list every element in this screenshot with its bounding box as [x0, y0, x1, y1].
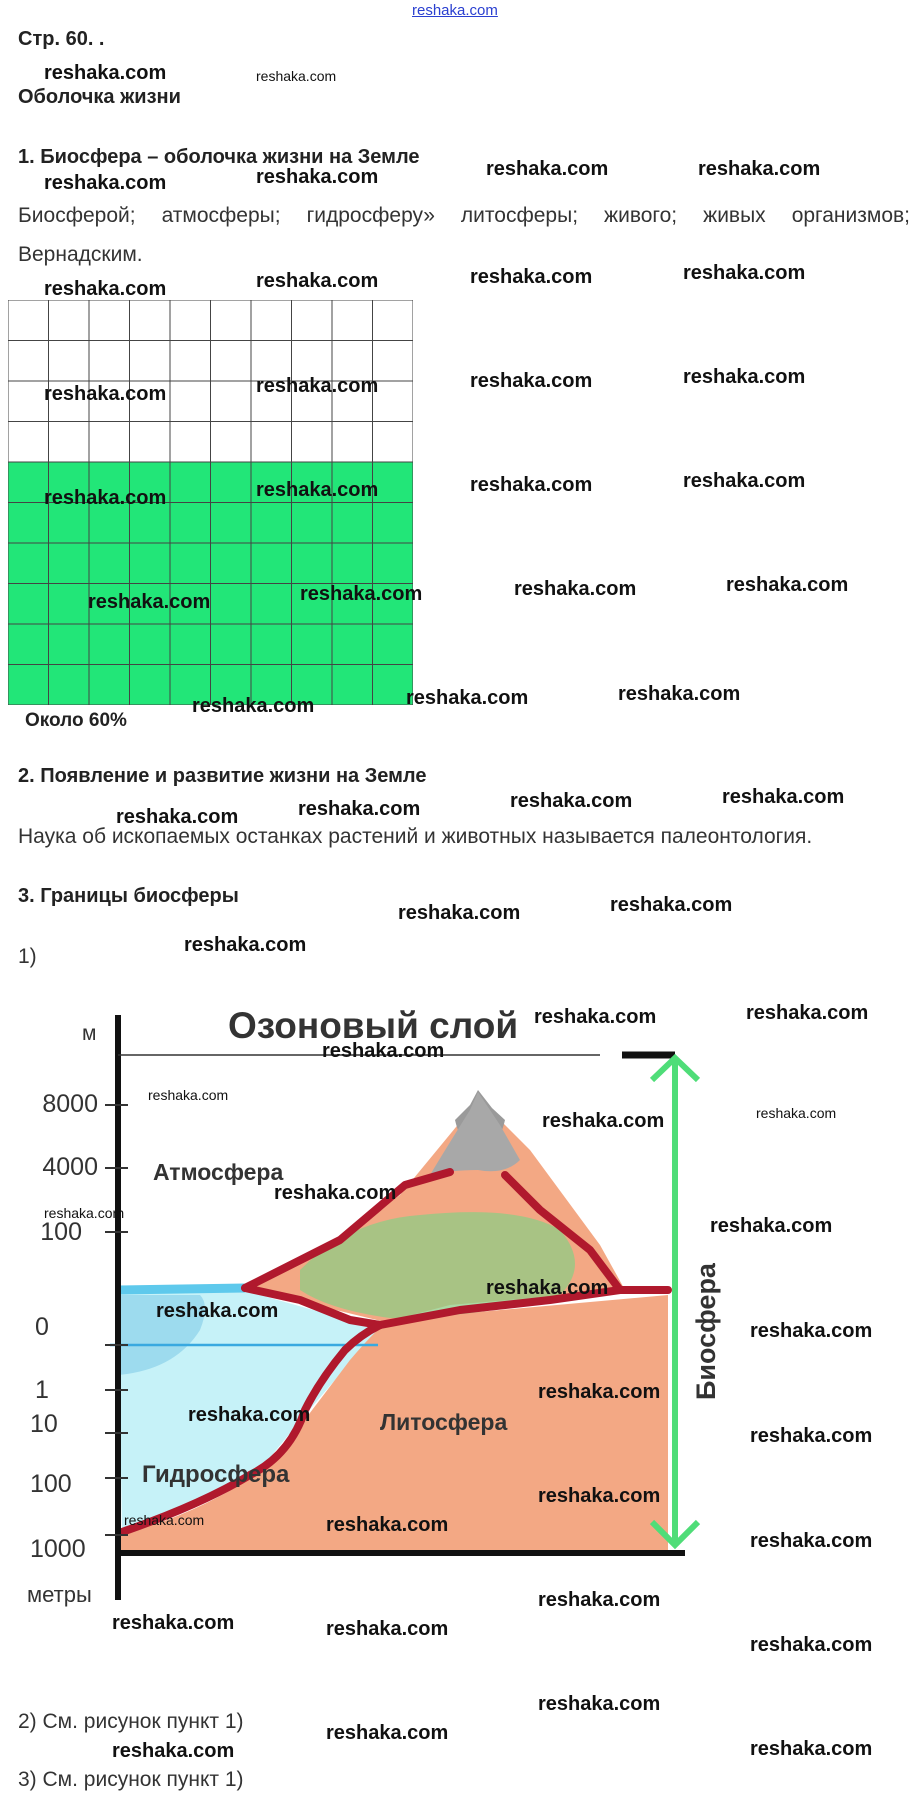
- grid-cell-filled: [332, 543, 373, 584]
- watermark-text: reshaka.com: [44, 1205, 125, 1221]
- grid-cell-filled: [130, 624, 171, 665]
- watermark-text: reshaka.com: [510, 790, 633, 812]
- watermark-text: reshaka.com: [534, 1006, 657, 1028]
- altitude-label-8000: 8000: [42, 1090, 98, 1118]
- grid-cell-filled: [170, 503, 211, 544]
- unit-top-label: м: [82, 1022, 97, 1045]
- grid-cell-empty: [373, 422, 414, 463]
- watermark-text: reshaka.com: [184, 934, 307, 956]
- watermark-text: reshaka.com: [192, 695, 315, 717]
- grid-cell-empty: [292, 422, 333, 463]
- grid-cell-filled: [8, 624, 49, 665]
- watermark-text: reshaka.com: [188, 1404, 311, 1426]
- grid-cell-empty: [49, 341, 90, 382]
- depth-label-10: 10: [30, 1410, 58, 1438]
- watermark-text: reshaka.com: [116, 806, 239, 828]
- watermark-text: reshaka.com: [470, 370, 593, 392]
- grid-cell-filled: [8, 665, 49, 706]
- grid-cell-filled: [292, 624, 333, 665]
- grid-cell-empty: [130, 341, 171, 382]
- grid-cell-empty: [332, 300, 373, 341]
- grid-cell-filled: [292, 503, 333, 544]
- page-subtitle: Оболочка жизни: [18, 86, 181, 108]
- grid-cell-filled: [89, 665, 130, 706]
- depth-label-1000: 1000: [30, 1535, 86, 1563]
- watermark-text: reshaka.com: [746, 1002, 869, 1024]
- watermark-text: reshaka.com: [274, 1182, 397, 1204]
- watermark-text: reshaka.com: [326, 1514, 449, 1536]
- grid-cell-filled: [211, 462, 252, 503]
- grid-cell-filled: [8, 462, 49, 503]
- grid-cell-filled: [8, 543, 49, 584]
- watermark-text: reshaka.com: [610, 894, 733, 916]
- grid-cell-filled: [251, 543, 292, 584]
- grid-cell-empty: [89, 300, 130, 341]
- grid-cell-empty: [211, 300, 252, 341]
- grid-cell-filled: [170, 543, 211, 584]
- grid-cell-empty: [170, 341, 211, 382]
- watermark-text: reshaka.com: [538, 1589, 661, 1611]
- watermark-text: reshaka.com: [750, 1530, 873, 1552]
- lithosphere-label: Литосфера: [380, 1409, 508, 1435]
- grid-cell-filled: [251, 503, 292, 544]
- watermark-text: reshaka.com: [44, 383, 167, 405]
- watermark-text: reshaka.com: [44, 487, 167, 509]
- grid-cell-filled: [332, 503, 373, 544]
- watermark-text: reshaka.com: [538, 1693, 661, 1715]
- grid-cell-filled: [373, 462, 414, 503]
- depth-label-100: 100: [30, 1470, 72, 1498]
- watermark-text: reshaka.com: [542, 1110, 665, 1132]
- unit-bottom-label: метры: [27, 1582, 92, 1607]
- altitude-label-0: 0: [35, 1313, 49, 1341]
- atmosphere-label: Атмосфера: [153, 1159, 284, 1185]
- watermark-text: reshaka.com: [44, 62, 167, 84]
- watermark-text: reshaka.com: [124, 1512, 205, 1528]
- watermark-text: reshaka.com: [256, 375, 379, 397]
- grid-cell-filled: [211, 503, 252, 544]
- grid-cell-empty: [89, 341, 130, 382]
- watermark-text: reshaka.com: [750, 1320, 873, 1342]
- watermark-text: reshaka.com: [750, 1738, 873, 1760]
- watermark-text: reshaka.com: [538, 1381, 661, 1403]
- grid-cell-filled: [170, 624, 211, 665]
- watermark-text: reshaka.com: [256, 68, 337, 84]
- grid-cell-empty: [8, 300, 49, 341]
- section3-item1: 1): [18, 945, 37, 968]
- grid-cell-empty: [373, 381, 414, 422]
- grid-cell-empty: [8, 422, 49, 463]
- grid-cell-empty: [251, 422, 292, 463]
- watermark-text: reshaka.com: [148, 1087, 229, 1103]
- grid-cell-filled: [332, 624, 373, 665]
- altitude-label-100: 100: [40, 1218, 82, 1246]
- grid-cell-filled: [211, 543, 252, 584]
- watermark-text: reshaka.com: [470, 474, 593, 496]
- grid-cell-empty: [211, 341, 252, 382]
- watermark-text: reshaka.com: [112, 1740, 235, 1762]
- grid-cell-filled: [211, 624, 252, 665]
- watermark-text: reshaka.com: [256, 166, 379, 188]
- section2-heading: 2. Появление и развитие жизни на Земле: [18, 765, 427, 787]
- grid-caption: Около 60%: [25, 710, 127, 731]
- grid-cell-filled: [8, 584, 49, 625]
- watermark-text: reshaka.com: [486, 158, 609, 180]
- grid-cell-filled: [49, 543, 90, 584]
- page-reference: Стр. 60. .: [18, 28, 105, 50]
- watermark-text: reshaka.com: [726, 574, 849, 596]
- watermark-text: reshaka.com: [683, 262, 806, 284]
- section3-item2: 2) См. рисунок пункт 1): [18, 1710, 244, 1733]
- watermark-text: reshaka.com: [326, 1722, 449, 1744]
- watermark-text: reshaka.com: [750, 1634, 873, 1656]
- altitude-label-4000: 4000: [42, 1153, 98, 1181]
- grid-cell-empty: [170, 300, 211, 341]
- watermark-text: reshaka.com: [298, 798, 421, 820]
- section3-item3: 3) См. рисунок пункт 1): [18, 1768, 244, 1791]
- grid-cell-empty: [251, 300, 292, 341]
- grid-cell-filled: [292, 543, 333, 584]
- watermark-text: reshaka.com: [256, 270, 379, 292]
- watermark-text: reshaka.com: [112, 1612, 235, 1634]
- watermark-text: reshaka.com: [514, 578, 637, 600]
- grid-cell-empty: [89, 422, 130, 463]
- grid-cell-empty: [292, 300, 333, 341]
- grid-cell-filled: [130, 665, 171, 706]
- grid-cell-filled: [49, 584, 90, 625]
- watermark-text: reshaka.com: [722, 786, 845, 808]
- grid-cell-filled: [373, 543, 414, 584]
- grid-cell-empty: [211, 422, 252, 463]
- grid-cell-filled: [211, 584, 252, 625]
- grid-cell-empty: [332, 422, 373, 463]
- grid-cell-empty: [130, 300, 171, 341]
- grid-cell-empty: [130, 422, 171, 463]
- watermark-text: reshaka.com: [322, 1040, 445, 1062]
- watermark-text: reshaka.com: [44, 172, 167, 194]
- watermark-text: reshaka.com: [406, 687, 529, 709]
- grid-cell-empty: [170, 422, 211, 463]
- grid-cell-empty: [170, 381, 211, 422]
- grid-cell-filled: [251, 624, 292, 665]
- watermark-text: reshaka.com: [398, 902, 521, 924]
- watermark-text: reshaka.com: [538, 1485, 661, 1507]
- watermark-text: reshaka.com: [256, 479, 379, 501]
- watermark-text: reshaka.com: [326, 1618, 449, 1640]
- grid-cell-filled: [373, 503, 414, 544]
- watermark-text: reshaka.com: [156, 1300, 279, 1322]
- watermark-text: reshaka.com: [88, 591, 211, 613]
- grid-cell-empty: [49, 300, 90, 341]
- grid-cell-filled: [251, 584, 292, 625]
- ozone-layer-label: Озоновый слой: [228, 1005, 519, 1046]
- watermark-text: reshaka.com: [698, 158, 821, 180]
- grid-cell-filled: [170, 462, 211, 503]
- watermark-text: reshaka.com: [683, 470, 806, 492]
- grid-cell-empty: [373, 300, 414, 341]
- grid-cell-filled: [8, 503, 49, 544]
- grid-cell-empty: [211, 381, 252, 422]
- water-surface: [118, 1288, 245, 1290]
- watermark-text: reshaka.com: [486, 1277, 609, 1299]
- watermark-text: reshaka.com: [470, 266, 593, 288]
- section1-heading: 1. Биосфера – оболочка жизни на Земле: [18, 146, 420, 168]
- grid-cell-filled: [89, 543, 130, 584]
- grid-cell-filled: [332, 665, 373, 706]
- grid-cell-filled: [49, 665, 90, 706]
- site-link[interactable]: reshaka.com: [412, 2, 498, 19]
- grid-cell-filled: [89, 624, 130, 665]
- watermark-text: reshaka.com: [44, 278, 167, 300]
- section1-answer-line1: Биосферой; атмосферы; гидросферу» литосферы; живого; живых организмов;: [18, 204, 910, 227]
- depth-label-1: 1: [35, 1376, 49, 1404]
- watermark-text: reshaka.com: [756, 1105, 837, 1121]
- grid-cell-empty: [8, 341, 49, 382]
- watermark-text: reshaka.com: [710, 1215, 833, 1237]
- grid-cell-empty: [373, 341, 414, 382]
- watermark-text: reshaka.com: [750, 1425, 873, 1447]
- section3-heading: 3. Границы биосферы: [18, 885, 239, 907]
- watermark-text: reshaka.com: [618, 683, 741, 705]
- grid-cell-empty: [8, 381, 49, 422]
- watermark-text: reshaka.com: [683, 366, 806, 388]
- grid-cell-filled: [49, 624, 90, 665]
- grid-cell-filled: [130, 543, 171, 584]
- grid-cell-empty: [49, 422, 90, 463]
- hydrosphere-label: Гидросфера: [142, 1461, 290, 1488]
- watermark-text: reshaka.com: [300, 583, 423, 605]
- section1-answer-line2: Вернадским.: [18, 243, 143, 266]
- biosphere-label: Биосфера: [691, 1263, 721, 1400]
- grid-cell-filled: [373, 624, 414, 665]
- section2-answer: Наука об ископаемых останках растений и животных называется палеонтология.: [18, 825, 813, 848]
